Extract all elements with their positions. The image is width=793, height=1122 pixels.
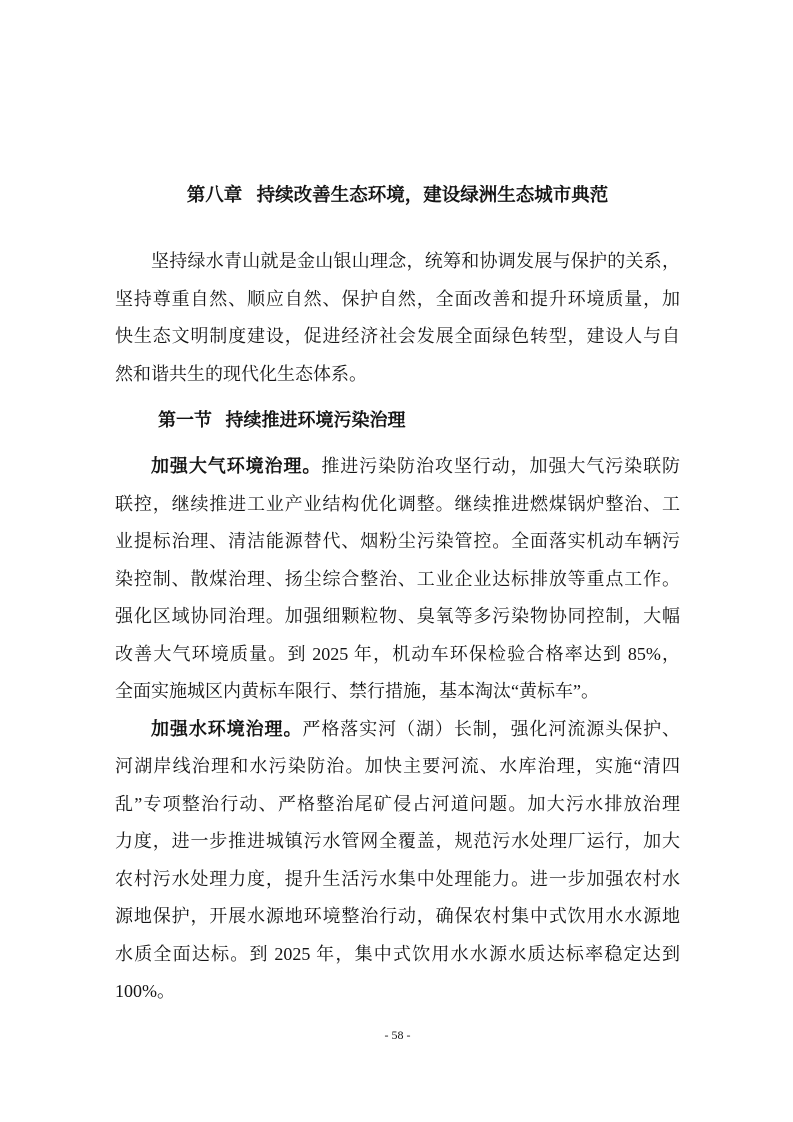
- intro-paragraph: [115, 243, 680, 393]
- paragraph-lead: 加强水环境治理。: [151, 718, 303, 739]
- paragraph-line: 坚持绿水青山就是金山银山理念，统筹和协调发展与保护的关系，: [151, 251, 680, 271]
- paragraph-line-text: 推进污染防治攻坚行动，加强大气污染联防: [321, 456, 681, 476]
- chapter-title: 第八章 持续改善生态环境，建设绿洲生态城市典范: [186, 184, 609, 205]
- air-paragraph: [115, 448, 680, 711]
- paragraph-line: 乱”专项整治行动、严格整治尾矿侵占河道问题。加大污水排放治理: [115, 793, 680, 814]
- paragraph-line: 水质全面达标。到 2025 年，集中式饮用水水源水质达标率稳定达到: [115, 943, 680, 964]
- paragraph-line: 然和谐共生的现代化生态体系。: [115, 363, 367, 384]
- paragraph-lead: 加强大气环境治理。: [151, 456, 322, 476]
- paragraph-line: 联控，继续推进工业产业结构优化调整。继续推进燃煤锅炉整治、工: [115, 493, 680, 514]
- paragraph-line: 改善大气环境质量。到 2025 年，机动车环保检验合格率达到 85%，: [115, 643, 680, 664]
- page-number: - 58 -: [384, 1028, 411, 1042]
- section-heading: 第一节 持续推进环境污染治理: [158, 410, 406, 430]
- paragraph-line: 河湖岸线治理和水污染防治。加快主要河流、水库治理，实施“清四: [115, 756, 680, 776]
- paragraph-line: 100%。: [115, 981, 175, 1001]
- paragraph-line: 农村污水处理力度，提升生活污水集中处理能力。进一步加强农村水: [115, 868, 680, 889]
- water-paragraph: [115, 711, 680, 1011]
- paragraph-line: 全面实施城区内黄标车限行、禁行措施，基本淘汰“黄标车”。: [115, 681, 599, 701]
- paragraph-line-text: 严格落实河（湖）长制，强化河流源头保护、: [302, 718, 681, 739]
- paragraph-first-line: [115, 448, 680, 486]
- paragraph-line: 力度，进一步推进城镇污水管网全覆盖，规范污水处理厂运行，加大: [115, 831, 680, 851]
- paragraph-line: 源地保护，开展水源地环境整治行动，确保农村集中式饮用水水源地: [115, 906, 680, 926]
- paragraph-line: 业提标治理、清洁能源替代、烟粉尘污染管控。全面落实机动车辆污: [115, 531, 680, 551]
- paragraph-line: 强化区域协同治理。加强细颗粒物、臭氧等多污染物协同控制，大幅: [115, 606, 680, 626]
- paragraph-line: 染控制、散煤治理、扬尘综合整治、工业企业达标排放等重点工作。: [115, 568, 680, 589]
- paragraph-first-line: [115, 711, 680, 749]
- section-body: [115, 448, 680, 1011]
- paragraph-line: 坚持尊重自然、顺应自然、保护自然，全面改善和提升环境质量，加: [115, 288, 680, 309]
- paragraph-line: 快生态文明制度建设，促进经济社会发展全面绿色转型，建设人与自: [115, 326, 680, 346]
